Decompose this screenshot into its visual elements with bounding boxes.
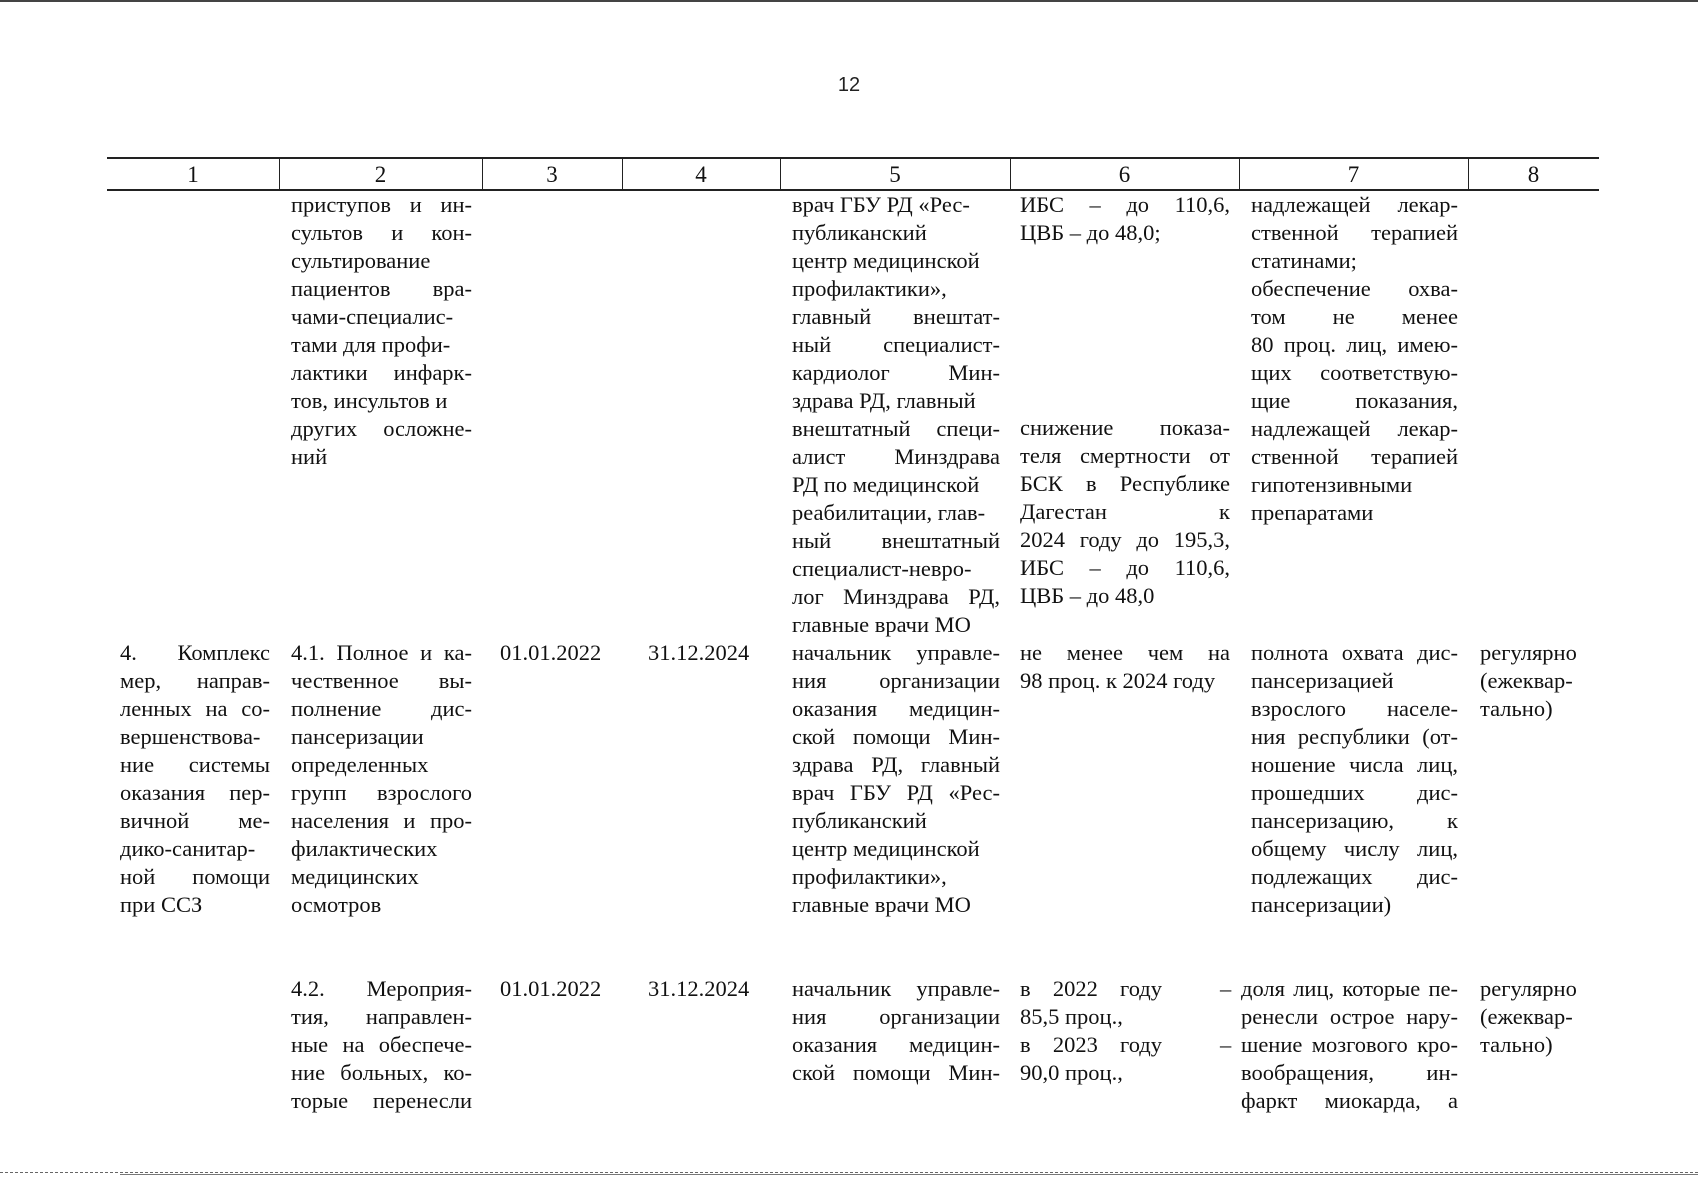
row2-col5-line: здрава РД, главный — [792, 752, 1000, 777]
row1-col2-line: сультов и кон- — [291, 220, 472, 245]
table-header-top-rule — [107, 157, 1599, 159]
row1-col7-line: обеспечение охва- — [1251, 276, 1458, 301]
row1-col7-line: надлежащей лекар- — [1251, 192, 1458, 217]
row3-col6-line: в 2022 году — [1020, 976, 1162, 1001]
row2-col7-line: пансеризации) — [1251, 892, 1392, 917]
header-cell-1: 1 — [187, 162, 199, 187]
row1-col6b-line: БСК в Республике — [1020, 471, 1230, 496]
row1-col6a-line: ИБС – до 110,6, — [1020, 192, 1230, 217]
row3-col7-line: доля лиц, которые пе- — [1241, 976, 1458, 1001]
row1-col5-line: специалист-невро- — [792, 556, 972, 581]
row2-col1-line: при ССЗ — [120, 892, 203, 917]
header-column-separator — [622, 159, 623, 190]
row2-col1-line: вершенствова- — [120, 724, 261, 749]
row1-col5-line: врач ГБУ РД «Рес- — [792, 192, 970, 217]
header-column-separator — [482, 159, 483, 190]
row2-start-date: 01.01.2022 — [500, 640, 602, 665]
row1-col5-line: публиканский — [792, 220, 927, 245]
row2-col5-line: начальник управле- — [792, 640, 1000, 665]
row1-col7-line: 80 проц. лиц, имею- — [1251, 332, 1458, 357]
row3-col2-line: ные на обеспече- — [291, 1032, 472, 1057]
row1-col2-line: чами-специалис- — [291, 304, 454, 329]
row1-col7-line: препаратами — [1251, 500, 1374, 525]
row3-col5-line: ния организации — [792, 1004, 1000, 1029]
row1-col5-line: алист Минздрава — [792, 444, 1000, 469]
row3-col7-line: фаркт миокарда, а — [1241, 1088, 1458, 1113]
row2-col7-line: общему числу лиц, — [1251, 836, 1458, 861]
row3-col8-line: тально) — [1480, 1032, 1553, 1057]
header-column-separator — [780, 159, 781, 190]
row1-col2-line: других осложне- — [291, 416, 472, 441]
row3-col8-line: (ежеквар- — [1480, 1004, 1573, 1029]
row1-col5-line: профилактики», — [792, 276, 947, 301]
row1-col5-line: РД по медицинской — [792, 472, 980, 497]
row1-col5-line: реабилитации, глав- — [792, 500, 986, 525]
row3-col2-line: тия, направлен- — [291, 1004, 472, 1029]
row3-col5-line: оказания медицин- — [792, 1032, 1000, 1057]
page-bottom-rule — [120, 1174, 1698, 1175]
row2-col2-line: определенных — [291, 752, 429, 777]
row1-col6b-line: ЦВБ – до 48,0 — [1020, 583, 1155, 608]
row2-col1-line: дико-санитар- — [120, 836, 256, 861]
row1-col6b-line: ИБС – до 110,6, — [1020, 555, 1230, 580]
row3-col6-dash: – — [1220, 976, 1232, 1001]
header-cell-8: 8 — [1527, 162, 1540, 187]
header-cell-3: 3 — [546, 162, 558, 187]
row1-col6b-line: 2024 году до 195,3, — [1020, 527, 1230, 552]
row2-col5-line: центр медицинской — [792, 836, 980, 861]
row3-col8-line: регулярно — [1480, 976, 1577, 1001]
row3-col7-line: вообращения, ин- — [1241, 1060, 1458, 1085]
row2-col1-line: ной помощи — [120, 864, 270, 889]
row2-col1-line: оказания пер- — [120, 780, 270, 805]
row3-col5-line: ской помощи Мин- — [792, 1060, 1000, 1085]
row1-col5-line: ный специалист- — [792, 332, 1000, 357]
header-column-separator — [1010, 159, 1011, 190]
row1-col7-line: ственной терапией — [1251, 220, 1458, 245]
row2-col2-line: пансеризации — [291, 724, 424, 749]
row1-col5-line: кардиолог Мин- — [792, 360, 1000, 385]
row2-col7-line: пансеризацию, к — [1251, 808, 1458, 833]
row2-col8-line: (ежеквар- — [1480, 668, 1573, 693]
row2-col5-line: врач ГБУ РД «Рес- — [792, 780, 1000, 805]
row1-col2-line: ний — [291, 444, 328, 469]
row2-col8-line: регулярно — [1480, 640, 1577, 665]
row2-col5-line: публиканский — [792, 808, 927, 833]
row2-col7-line: пансеризацией — [1251, 668, 1394, 693]
row2-col2-line: групп взрослого — [291, 780, 472, 805]
row3-col7-line: ренесли острое нару- — [1241, 1004, 1458, 1029]
row2-col2-line: полнение дис- — [291, 696, 472, 721]
header-cell-7: 7 — [1347, 162, 1360, 187]
row1-col2-line: пациентов вра- — [291, 276, 472, 301]
row1-col5-line: главный внештат- — [792, 304, 1000, 329]
row2-col1-line: ленных на со- — [120, 696, 270, 721]
row1-col5-line: здрава РД, главный — [792, 388, 976, 413]
row3-end-date: 31.12.2024 — [648, 976, 750, 1001]
row2-col1-line: мер, направ- — [120, 668, 270, 693]
row1-col5-line: ный внештатный — [792, 528, 1000, 553]
row2-col6-line: не менее чем на — [1020, 640, 1230, 665]
header-cell-5: 5 — [889, 162, 901, 187]
header-column-separator — [1239, 159, 1240, 190]
row2-col1-line: 4. Комплекс — [120, 640, 270, 665]
row1-col6a-line: ЦВБ – до 48,0; — [1020, 220, 1161, 245]
row2-col2-line: филактических — [291, 836, 438, 861]
header-cell-6: 6 — [1118, 162, 1131, 187]
row1-col7-line: том не менее — [1251, 304, 1458, 329]
row1-col7-line: статинами; — [1251, 248, 1357, 273]
row2-col2-line: населения и про- — [291, 808, 472, 833]
page-top-border — [0, 0, 1698, 2]
row3-col6-line: в 2023 году — [1020, 1032, 1162, 1057]
row2-col2-line: осмотров — [291, 892, 382, 917]
row1-col2-line: приступов и ин- — [291, 192, 472, 217]
row2-col7-line: ния республики (от- — [1251, 724, 1458, 749]
row1-col6b-line: снижение показа- — [1020, 415, 1230, 440]
row2-col1-line: вичной ме- — [120, 808, 270, 833]
row2-col2-line: медицинских — [291, 864, 419, 889]
header-cell-4: 4 — [695, 162, 707, 187]
row1-col2-line: тами для профи- — [291, 332, 451, 357]
row3-col5-line: начальник управле- — [792, 976, 1000, 1001]
page-number: 12 — [837, 74, 861, 96]
row2-col5-line: ния организации — [792, 668, 1000, 693]
row1-col6b-line: Дагестан к — [1020, 499, 1230, 524]
row3-col2-line: торые перенесли — [291, 1088, 472, 1113]
row2-col7-line: полнота охвата дис- — [1251, 640, 1458, 665]
row1-col7-line: щих соответствую- — [1251, 360, 1458, 385]
row2-col7-line: ношение числа лиц, — [1251, 752, 1458, 777]
row1-col7-line: ственной терапией — [1251, 444, 1458, 469]
row1-col5-line: лог Минздрава РД, — [792, 584, 1000, 609]
row3-col6-dash: – — [1220, 1032, 1232, 1057]
row2-col7-line: взрослого населе- — [1251, 696, 1458, 721]
row2-col5-line: профилактики», — [792, 864, 947, 889]
row1-col5-line: центр медицинской — [792, 248, 980, 273]
row2-col8-line: тально) — [1480, 696, 1553, 721]
row3-col2-line: ние больных, ко- — [291, 1060, 472, 1085]
row2-col6-line: 98 проц. к 2024 году — [1020, 668, 1216, 693]
row1-col5-line: внештатный специ- — [792, 416, 1000, 441]
row1-col2-line: тов, инсультов и — [291, 388, 448, 413]
row2-col2-line: чественное вы- — [291, 668, 472, 693]
row1-col2-line: сультирование — [291, 248, 431, 273]
row2-col5-line: оказания медицин- — [792, 696, 1000, 721]
row1-col6b-line: теля смертности от — [1020, 443, 1230, 468]
row2-col2-line: 4.1. Полное и ка- — [291, 640, 472, 665]
row1-col7-line: гипотензивными — [1251, 472, 1413, 497]
row2-end-date: 31.12.2024 — [648, 640, 750, 665]
row3-col2-line: 4.2. Мероприя- — [291, 976, 472, 1001]
header-cell-2: 2 — [374, 162, 387, 187]
header-column-separator — [1468, 159, 1469, 190]
header-column-separator — [279, 159, 280, 190]
row2-col1-line: ние системы — [120, 752, 270, 777]
row1-col7-line: щие показания, — [1251, 388, 1458, 413]
row3-start-date: 01.01.2022 — [500, 976, 602, 1001]
row3-col6-line: 90,0 проц., — [1020, 1060, 1123, 1085]
row1-col2-line: лактики инфарк- — [291, 360, 472, 385]
row2-col5-line: главные врачи МО — [792, 892, 971, 917]
row3-col7-line: шение мозгового кро- — [1241, 1032, 1458, 1057]
row2-col5-line: ской помощи Мин- — [792, 724, 1000, 749]
row1-col5-line: главные врачи МО — [792, 612, 971, 637]
row2-col7-line: подлежащих дис- — [1251, 864, 1458, 889]
row2-col7-line: прошедших дис- — [1251, 780, 1458, 805]
page-bottom-dashed-rule — [0, 1172, 1698, 1173]
row3-col6-line: 85,5 проц., — [1020, 1004, 1123, 1029]
row1-col7-line: надлежащей лекар- — [1251, 416, 1458, 441]
